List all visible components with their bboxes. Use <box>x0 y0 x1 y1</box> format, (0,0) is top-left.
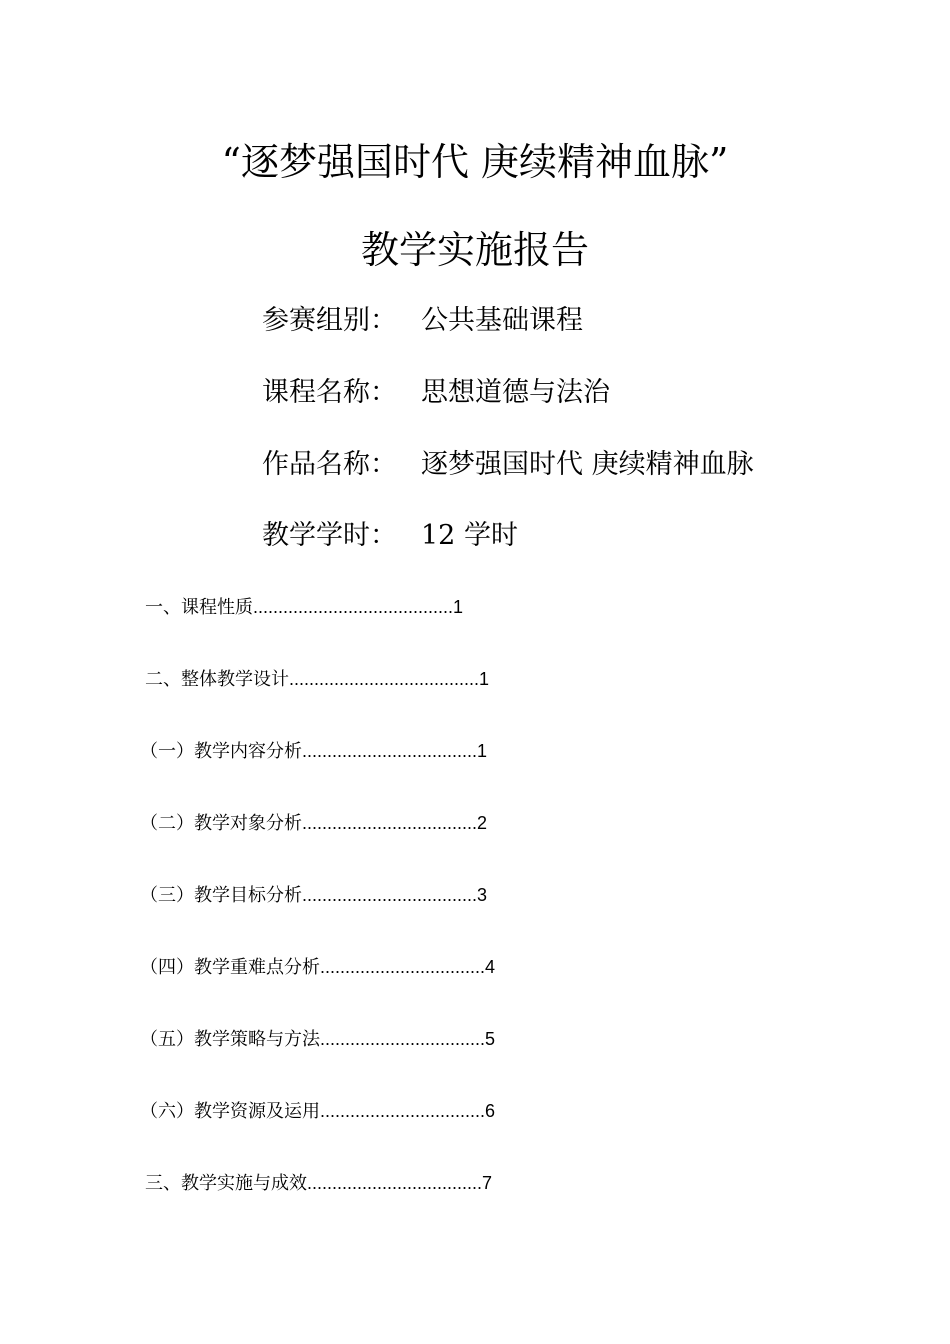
info-value: 公共基础课程 <box>421 305 583 336</box>
toc-entry[interactable] <box>140 737 487 765</box>
toc-page-number: 1 <box>477 741 488 761</box>
toc-entry-title: 二、整体教学设计 <box>145 669 289 690</box>
toc-entry[interactable] <box>140 1025 495 1053</box>
toc-leader-dots: ................................. <box>320 1029 486 1049</box>
toc-page-number: 2 <box>477 813 488 833</box>
toc-entry-title: （五）教学策略与方法 <box>140 1029 320 1050</box>
toc-page-number: 4 <box>485 957 496 977</box>
info-value: 逐梦强国时代 庚续精神血脉 <box>421 449 754 480</box>
info-label: 参赛组别： <box>262 305 397 336</box>
toc-leader-dots: ................................... <box>307 1173 483 1193</box>
toc-leader-dots: ................................... <box>302 741 478 761</box>
toc-leader-dots: ................................. <box>320 1101 486 1121</box>
toc-entry-title: （六）教学资源及运用 <box>140 1101 320 1122</box>
toc-leader-dots: ................................. <box>320 957 486 977</box>
toc-leader-dots: ........................................ <box>253 597 454 617</box>
info-label: 作品名称： <box>262 449 397 480</box>
toc-entry-title: （二）教学对象分析 <box>140 813 302 834</box>
toc-entry-title: 三、教学实施与成效 <box>145 1173 307 1194</box>
info-value: 12 学时 <box>421 520 518 551</box>
toc-entry[interactable] <box>145 1169 492 1197</box>
toc-page-number: 7 <box>482 1173 493 1193</box>
toc-page-number: 6 <box>485 1101 496 1121</box>
toc-leader-dots: ................................... <box>302 885 478 905</box>
toc-entry-title: 一、课程性质 <box>145 597 253 618</box>
info-label: 教学学时： <box>262 520 397 551</box>
toc-entry-title: （四）教学重难点分析 <box>140 957 320 978</box>
toc-entry[interactable] <box>140 881 487 909</box>
toc-entry[interactable] <box>140 1097 495 1125</box>
toc-leader-dots: ................................... <box>302 813 478 833</box>
toc-entry[interactable] <box>145 665 489 693</box>
toc-entry[interactable] <box>140 809 487 837</box>
title-line-1: “逐梦强国时代 庚续精神血脉” <box>221 140 729 184</box>
toc-page-number: 5 <box>485 1029 496 1049</box>
info-value: 思想道德与法治 <box>421 377 610 408</box>
toc-page-number: 3 <box>477 885 488 905</box>
info-label: 课程名称： <box>262 377 397 408</box>
toc-entry[interactable] <box>145 593 463 621</box>
toc-page-number: 1 <box>479 669 490 689</box>
toc-entry-title: （一）教学内容分析 <box>140 741 302 762</box>
title-line-2: 教学实施报告 <box>360 228 589 272</box>
toc-leader-dots: ...................................... <box>289 669 480 689</box>
toc-page-number: 1 <box>453 597 464 617</box>
toc-entry-title: （三）教学目标分析 <box>140 885 302 906</box>
toc-entry[interactable] <box>140 953 495 981</box>
